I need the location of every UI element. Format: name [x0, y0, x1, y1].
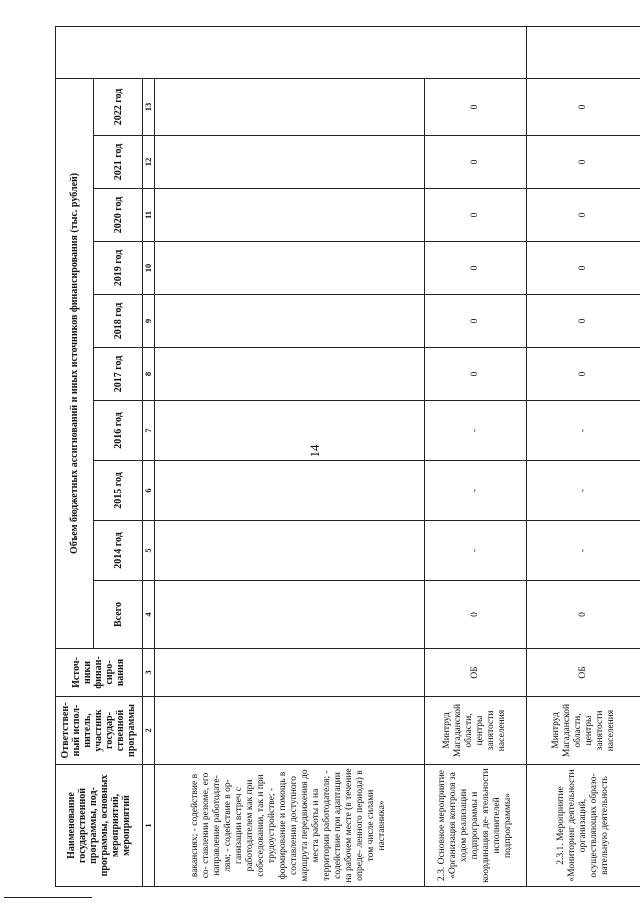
- table-row: [154, 26, 424, 886]
- row-value: 0: [526, 295, 640, 348]
- column-number: 7: [142, 401, 154, 461]
- column-number: 13: [142, 78, 154, 135]
- row-value: [154, 401, 424, 461]
- column-number: 8: [142, 348, 154, 401]
- row-name: 2.3.1. Мероприятие «Мониторинг деятельности организаций, осуществляющих образо- вательную деятельность: [526, 765, 640, 887]
- column-number: 12: [142, 136, 154, 189]
- header-total: Всего: [94, 581, 143, 649]
- funding-table: [55, 26, 640, 887]
- row-value: 0: [424, 78, 526, 135]
- table-row: [424, 26, 526, 886]
- header-year: 2017 год: [94, 348, 143, 401]
- row-value: [154, 242, 424, 295]
- column-number: 1: [142, 765, 154, 887]
- blank-right-cell: [526, 26, 640, 78]
- row-value: -: [424, 521, 526, 581]
- page-number: 14: [307, 444, 322, 458]
- row-value: [154, 295, 424, 348]
- row-name: вакансиях; - содействие в со- ставлении резюме, его направление работодате- лям; - содействие в ор- ганизации встреч с работодателем как при собеседовании, так и при трудоустройстве; - формирование и помощь в составлении доступного маршрута передвижения до места работы и на территории работодателя; - содействие при адаптации на рабочем месте (в течение опреде- ленного периода) в том числе силами наставника»: [154, 765, 424, 887]
- footnote-rule: [4, 897, 92, 898]
- row-value: 0: [526, 136, 640, 189]
- row-source: ОБ: [424, 649, 526, 697]
- row-value: -: [424, 461, 526, 521]
- row-total: 0: [526, 581, 640, 649]
- column-number: 6: [142, 461, 154, 521]
- header-year: 2019 год: [94, 242, 143, 295]
- header-funding-title: Объем бюджетных ассигнований и иных источников финансирования (тыс. рублей): [56, 78, 94, 648]
- blank-right-column: [56, 26, 527, 78]
- row-value: [154, 348, 424, 401]
- column-number: 11: [142, 189, 154, 242]
- rotated-page-content: [55, 27, 640, 887]
- header-year: 2022 год: [94, 78, 143, 135]
- row-value: [154, 189, 424, 242]
- header-year: 2016 год: [94, 401, 143, 461]
- row-value: [154, 521, 424, 581]
- row-value: 0: [424, 295, 526, 348]
- row-value: [154, 78, 424, 135]
- column-number: 9: [142, 295, 154, 348]
- column-number: 3: [142, 649, 154, 697]
- row-value: 0: [526, 242, 640, 295]
- row-value: 0: [424, 136, 526, 189]
- row-value: -: [526, 401, 640, 461]
- row-responsible: Минтруд Магаданской области, центры занятости населения: [424, 697, 526, 765]
- column-number: 10: [142, 242, 154, 295]
- row-total: [154, 581, 424, 649]
- row-name: 2.3. Основное мероприятие «Организация контроля за ходом реализации подпрограммы и координация де- ятельности исполнителей подпрограммы»: [424, 765, 526, 887]
- column-numbers-row: [142, 26, 154, 886]
- row-value: 0: [424, 242, 526, 295]
- column-number: 4: [142, 581, 154, 649]
- row-value: [154, 136, 424, 189]
- row-value: 0: [526, 348, 640, 401]
- row-value: [154, 461, 424, 521]
- column-number: 2: [142, 697, 154, 765]
- row-responsible: Минтруд Магаданской области, центры занятости населения: [526, 697, 640, 765]
- row-value: 0: [424, 189, 526, 242]
- row-source: [154, 649, 424, 697]
- row-value: 0: [424, 348, 526, 401]
- row-value: -: [526, 461, 640, 521]
- row-value: 0: [526, 78, 640, 135]
- header-year: 2020 год: [94, 189, 143, 242]
- header-source: Источ- ники финан- сиро- вания: [56, 649, 143, 697]
- header-year: 2018 год: [94, 295, 143, 348]
- header-responsible: Ответствен- ный испол- нитель, участник государ- ственной программы: [56, 697, 143, 765]
- row-value: -: [526, 521, 640, 581]
- table-row: [526, 26, 640, 886]
- header-name: Наименование государственной программы, под- программы, основных мероприятий, мероприятий: [56, 765, 143, 887]
- column-number: 5: [142, 521, 154, 581]
- row-total: 0: [424, 581, 526, 649]
- header-year: 2021 год: [94, 136, 143, 189]
- row-responsible: [154, 697, 424, 765]
- header-year: 2015 год: [94, 461, 143, 521]
- row-source: ОБ: [526, 649, 640, 697]
- row-value: -: [424, 401, 526, 461]
- row-value: 0: [526, 189, 640, 242]
- header-year: 2014 год: [94, 521, 143, 581]
